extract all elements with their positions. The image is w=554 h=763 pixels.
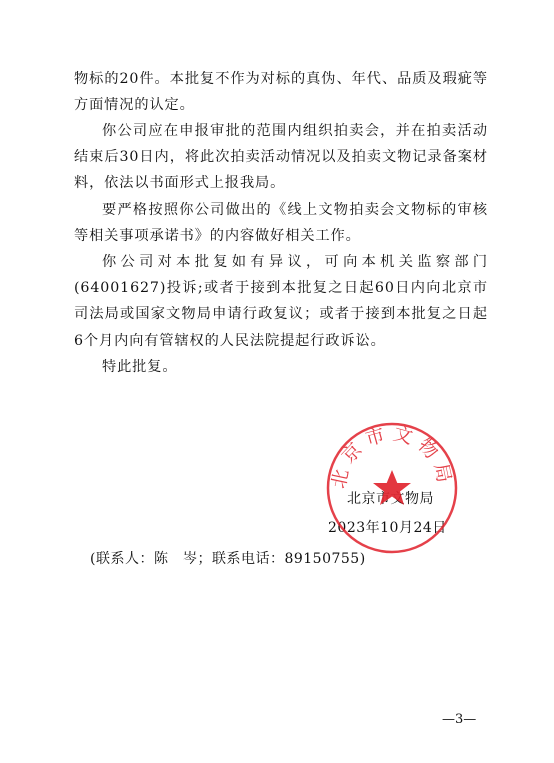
official-seal	[322, 418, 462, 558]
paragraph-1: 物标的20件。本批复不作为对标的真伪、年代、品质及瑕疵等方面情况的认定。	[74, 71, 488, 114]
seal-star-icon	[373, 470, 411, 505]
paragraph-2: 你公司应在申报审批的范围内组织拍卖会，并在拍卖活动结束后30日内，将此次拍卖活动情况以及拍卖文物记录备案材料，依法以书面形式上报我局。	[74, 123, 488, 192]
paragraph-4: 你公司对本批复如有异议，可向本机关监察部门(64001627)投诉;或者于接到本批复之日起60日内向北京市司法局或国家文物局申请行政复议；或者于接到本批复之日起6个月内向有管辖权的人民法院提起行政诉讼。	[74, 254, 488, 349]
signature-date: 2023年10月24日	[328, 520, 447, 536]
paragraph-5: 特此批复。	[102, 359, 178, 375]
page-number: —3—	[442, 712, 477, 727]
paragraph-3: 要严格按照你公司做出的《线上文物拍卖会文物标的审核等相关事项承诺书》的内容做好相关工作。	[74, 202, 488, 245]
contact-info: (联系人：陈 岑；联系电话：89150755)	[90, 551, 366, 567]
signature-org: 北京市文物局	[347, 491, 434, 507]
seal-text: 北京市文物局	[327, 422, 457, 491]
